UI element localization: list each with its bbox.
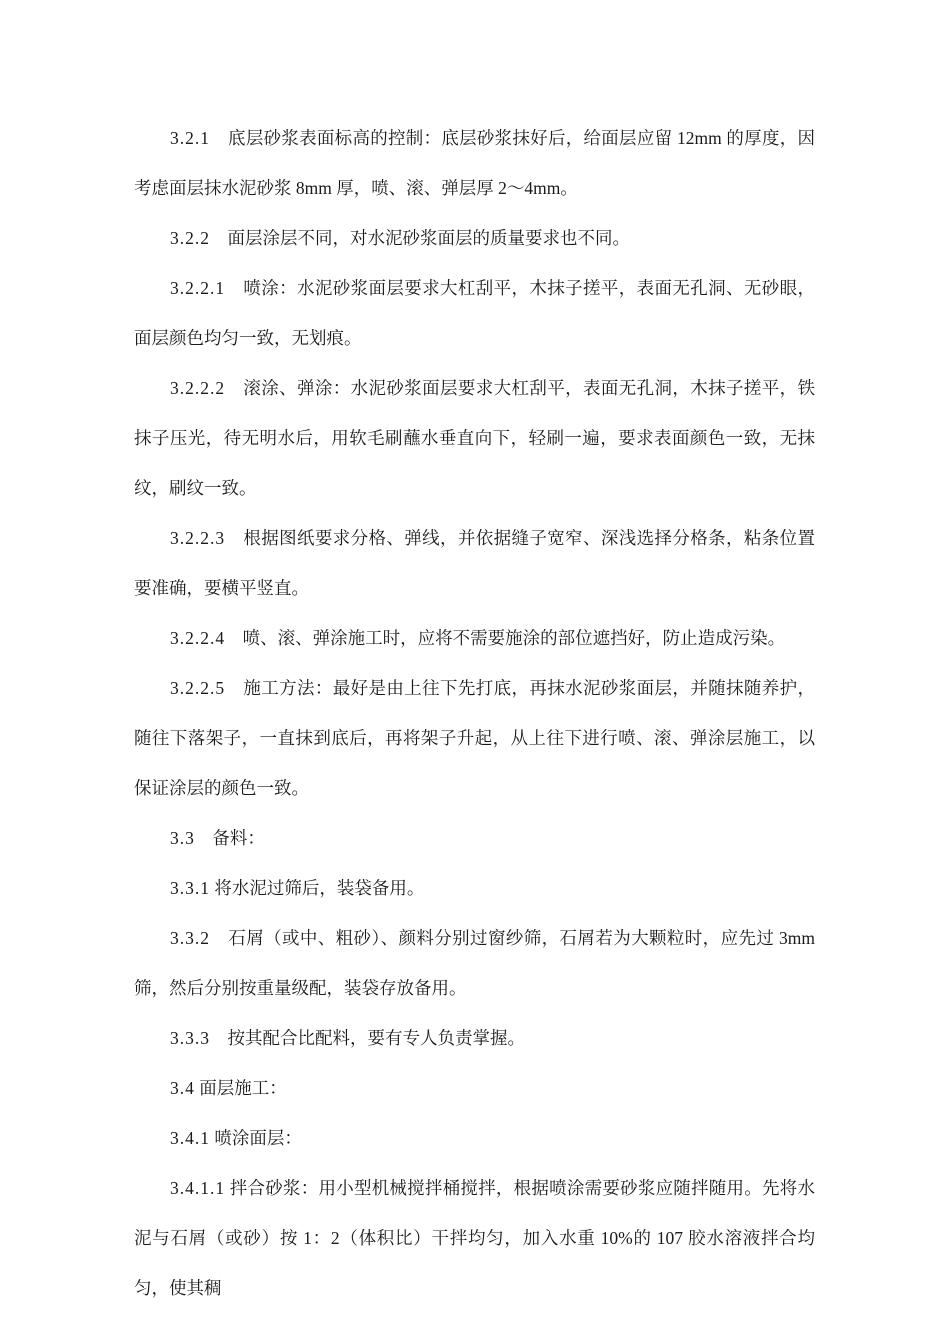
paragraph-text: 按其配合比配料，要有专人负责掌握。: [227, 1028, 525, 1048]
section-number-separator: [210, 128, 228, 148]
paragraph: [134, 663, 815, 813]
paragraph-text: 将水泥过筛后，装袋备用。: [214, 878, 425, 898]
section-number-separator: [210, 228, 228, 248]
section-number-separator: [210, 928, 228, 948]
section-number: 3.3.1: [170, 878, 210, 898]
paragraph-text: 备料：: [212, 828, 265, 848]
paragraph-text: 根据图纸要求分格、弹线，并依据缝子宽窄、深浅选择分格条，粘条位置要准确，要横平竖直。: [134, 528, 815, 598]
section-number: 3.4: [170, 1078, 195, 1098]
section-number: 3.3: [170, 828, 195, 848]
section-number: 3.4.1.1: [170, 1178, 226, 1198]
section-number: 3.2.2.3: [170, 528, 226, 548]
paragraph: [134, 363, 815, 513]
paragraph-text: 施工方法：最好是由上往下先打底，再抹水泥砂浆面层，并随抹随养护，随往下落架子，一直抹到底后，再将架子升起，从上往下进行喷、滚、弹涂层施工，以保证涂层的颜色一致。: [134, 678, 815, 798]
section-number-separator: [210, 1028, 228, 1048]
paragraph: [134, 613, 815, 663]
paragraph: [134, 1163, 815, 1313]
section-number: 3.2.2.4: [170, 628, 226, 648]
paragraph-text: 滚涂、弹涂：水泥砂浆面层要求大杠刮平，表面无孔洞，木抹子搓平，铁抹子压光，待无明水后，用软毛刷蘸水垂直向下，轻刷一遍，要求表面颜色一致，无抹纹，刷纹一致。: [134, 378, 815, 498]
paragraph: [134, 913, 815, 1013]
section-number: 3.2.1: [170, 128, 210, 148]
section-number: 3.4.1: [170, 1128, 210, 1148]
paragraph: [134, 113, 815, 213]
paragraph: [134, 1113, 815, 1163]
paragraph-text: 喷涂面层：: [214, 1128, 302, 1148]
section-number-separator: [225, 628, 243, 648]
section-number: 3.2.2: [170, 228, 210, 248]
paragraph-text: 喷涂：水泥砂浆面层要求大杠刮平，木抹子搓平，表面无孔洞、无砂眼，面层颜色均匀一致，无划痕。: [134, 278, 815, 348]
section-number-separator: [225, 278, 243, 298]
section-number-separator: [195, 828, 213, 848]
section-number: 3.2.2.5: [170, 678, 226, 698]
section-number: 3.3.2: [170, 928, 210, 948]
paragraph: [134, 813, 815, 863]
paragraph-text: 面层施工：: [199, 1078, 287, 1098]
paragraph: [134, 1013, 815, 1063]
paragraph-text: 喷、滚、弹涂施工时，应将不需要施涂的部位遮挡好，防止造成污染。: [242, 628, 786, 648]
paragraph: [134, 1063, 815, 1113]
section-number: 3.2.2.2: [170, 378, 226, 398]
paragraph: [134, 513, 815, 613]
section-number: 3.3.3: [170, 1028, 210, 1048]
paragraph: [134, 263, 815, 363]
paragraph: [134, 863, 815, 913]
section-number-separator: [225, 378, 243, 398]
paragraph-text: 底层砂浆表面标高的控制：底层砂浆抹好后，给面层应留 12mm 的厚度，因考虑面层抹水泥砂浆 8mm 厚，喷、滚、弹层厚 2～4mm。: [134, 128, 815, 198]
paragraph-text: 石屑（或中、粗砂）、颜料分别过窗纱筛，石屑若为大颗粒时，应先过 3mm 筛，然后分别按重量级配，装袋存放备用。: [134, 928, 815, 998]
paragraph-text: 拌合砂浆：用小型机械搅拌桶搅拌，根据喷涂需要砂浆应随拌随用。先将水泥与石屑（或砂）按 1：2（体积比）干拌均匀，加入水重 10%的 107 胶水溶液拌合均匀，使其稠: [134, 1178, 816, 1298]
section-number: 3.2.2.1: [170, 278, 226, 298]
paragraph: [134, 213, 815, 263]
section-number-separator: [225, 678, 243, 698]
paragraph-text: 面层涂层不同，对水泥砂浆面层的质量要求也不同。: [227, 228, 630, 248]
section-number-separator: [225, 528, 243, 548]
